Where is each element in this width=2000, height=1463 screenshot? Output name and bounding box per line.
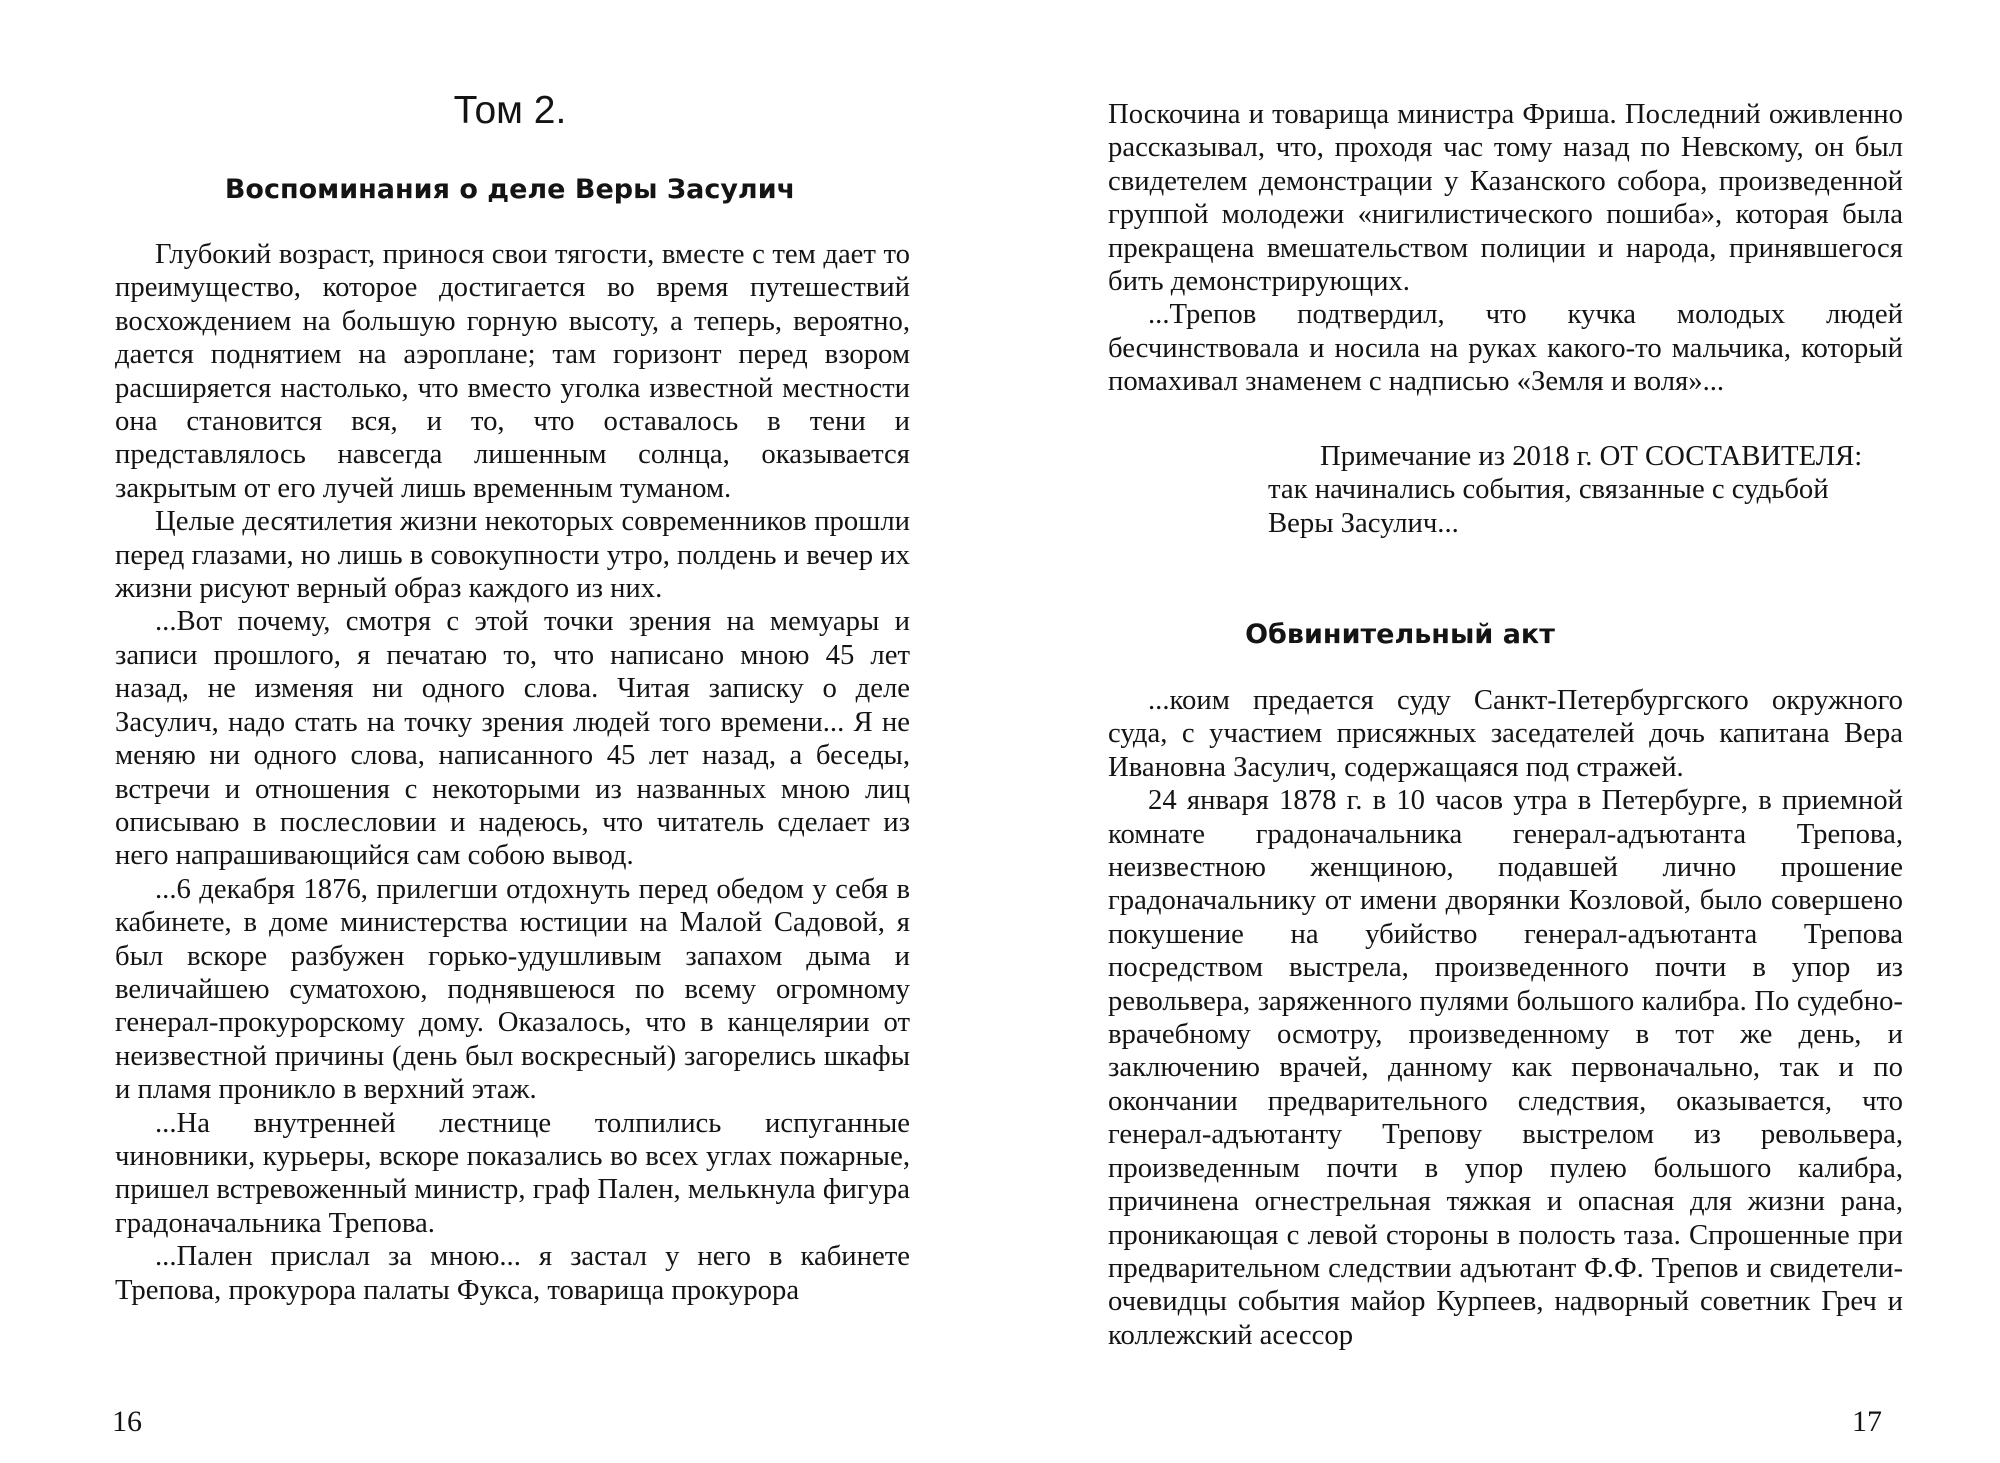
left-page-body <box>115 238 910 1307</box>
right-page <box>1000 0 2000 1463</box>
paragraph: ...Пален прислал за мною... я застал у него в кабинете Трепова, прокурора палаты Фукса, товарища прокурора <box>115 1240 910 1306</box>
note-line: Веры Засулич... <box>1268 506 1459 539</box>
paragraph: Целые десятилетия жизни некоторых современников прошли перед глазами, но лишь в совокупности утро, полдень и вечер их жизни рисуют верный образ каждого из них. <box>115 505 910 605</box>
note-line: так начинались события, связанные с судьбой <box>1268 473 1829 506</box>
paragraph: ...6 декабря 1876, прилегши отдохнуть перед обедом у себя в кабинете, в доме министерства юстиции на Малой Садовой, я был вскоре разбужен горько-удушливым запахом дыма и величайшею суматохою, поднявшеюся по всему огромному генерал-прокурорскому дому. Оказалось, что в канцелярии от неизвестной причины (день был воскресный) загорелись шкафы и пламя проникло в верхний этаж. <box>115 872 910 1106</box>
continuation-text <box>1108 98 1903 399</box>
note-line: Примечание из 2018 г. ОТ СОСТАВИТЕЛЯ: <box>1320 440 1863 472</box>
section-heading: Обвинительный акт <box>1245 619 1555 650</box>
indictment-text <box>1108 684 1903 1352</box>
paragraph: Поскочина и товарища министра Фриша. Последний оживленно рассказывал, что, проходя час тому назад по Невскому, он был свидетелем демонстрации у Казанского собора, произведенной группой молодежи «нигилистического пошиба», которая была прекращена вмешательством полиции и народа, принявшегося бить демонстрирующих. <box>1108 98 1903 298</box>
paragraph: ...коим предается суду Санкт-Петербургского окружного суда, с участием присяжных заседателей дочь капитана Вера Ивановна Засулич, содержащаяся под стражей. <box>1108 684 1903 783</box>
chapter-heading: Воспоминания о деле Веры Засулич <box>224 174 796 205</box>
volume-title: Том 2. <box>453 89 567 132</box>
page-number: 17 <box>1852 1405 1882 1438</box>
paragraph: Глубокий возраст, принося свои тягости, вместе с тем дает то преимущество, которое достигается во время путешествий восхождением на большую горную высоту, а теперь, вероятно, дается поднятием на аэроплане; там горизонт перед взором расширяется настолько, что вместо уголка известной местности она становится вся, и то, что оставалось в тени и представлялось навсегда лишенным солнца, оказывается закрытым от его лучей лишь временным туманом. <box>115 238 910 504</box>
compiler-note <box>1268 440 1908 540</box>
paragraph: ...Вот почему, смотря с этой точки зрения на мемуары и записи прошлого, я печатаю то, что написано мною 45 лет назад, не изменяя ни одного слова. Читая записку о деле Засулич, надо стать на точку зрения людей того времени... Я не меняю ни одного слова, написанного 45 лет назад, а беседы, встречи и отношения с некоторыми из названных мною лиц описываю в послесловии и надеюсь, что читатель сделает из него напрашивающийся сам собою вывод. <box>115 605 910 872</box>
paragraph: ...На внутренней лестнице толпились испуганные чиновники, курьеры, вскоре показались во всех углах пожарные, пришел встревоженный министр, граф Пален, мелькнула фигура градоначальника Трепова. <box>115 1106 910 1239</box>
paragraph: 24 января 1878 г. в 10 часов утра в Петербурге, в приемной комнате градоначальника генерал-адъютанта Трепова, неизвестною женщиною, подавшей лично прошение градоначальнику от имени дворянки Козловой, было совершено покушение на убийство генерал-адъютанта Трепова посредством выстрела, произведенного почти в упор из револьвера, заряженного пулями большого калибра. По судебно-врачебному осмотру, произведенному в тот же день, и заключению врачей, данному как первоначально, так и по окончании предварительного следствия, оказывается, что генерал-адъютанту Трепову выстрелом из револьвера, произведенным почти в упор пулею большого калибра, причинена огнестрельная тяжкая и опасная для жизни рана, проникающая с левой стороны в полость таза. Спрошенные при предварительном следствии адъютант Ф.Ф. Трепов и свидетели-очевидцы события майор Курпеев, надворный советник Греч и коллежский асессор <box>1108 784 1903 1351</box>
page-number: 16 <box>112 1405 142 1438</box>
paragraph: ...Трепов подтвердил, что кучка молодых людей бесчинствовала и носила на руках какого-то мальчика, который помахивал знаменем с надписью «Земля и воля»... <box>1108 298 1903 398</box>
